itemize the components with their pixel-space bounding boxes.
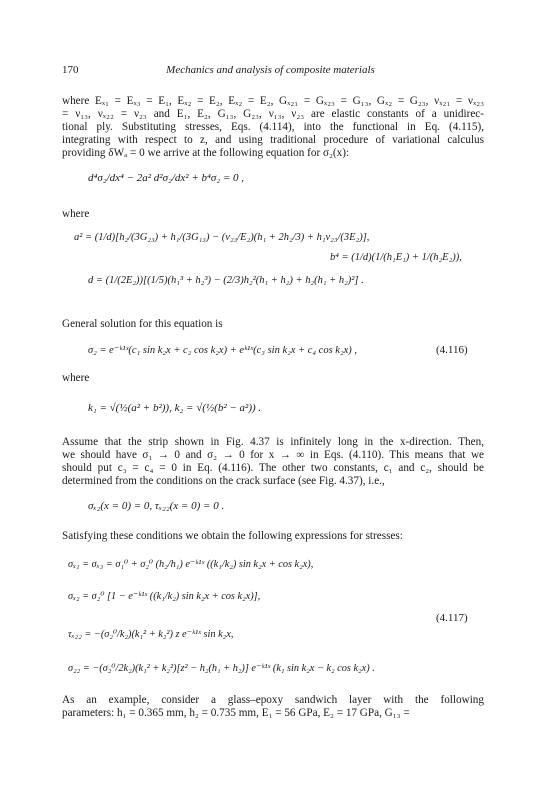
equation-4-117-tau-xz2: τₓ₂₂ = −(σ₂⁰/k₂)(k₁² + k₂²) z e⁻ᵏ¹ˣ sin k₂x, <box>68 629 234 640</box>
text-line: where Eₓ₁ = Eₓ₃ = E₁, Eₓ₂ = E₂, Eₓ₂ = E₂, Gₓ₂₁ = Gₓ₂₃ = G₁₃, Gₓ₂ = G₂₃, νₓ₂₁ = νₓ₂₃ <box>62 95 484 107</box>
paragraph-example <box>62 694 484 720</box>
text-line: tional ply. Substituting stresses, Eqs. (4.114), into the functional in Eq. (4.115), <box>62 121 484 133</box>
equation-k1-k2: k₁ = √(½(a² + b²)), k₂ = √(½(b² − a²)) . <box>88 402 262 414</box>
equation-4-117-sigma-x1: σₓ₁ = σₓ₃ = σ₁⁰ + σ₂⁰ (h₂/h₁) e⁻ᵏ¹ˣ ((k₁/k₂) sin k₂x + cos k₂x), <box>68 559 314 570</box>
equation-number-4-117: (4.117) <box>436 612 468 624</box>
equation-differential: d⁴σ₂/dx⁴ − 2a² d²σ₂/dx² + b⁴σ₂ = 0 , <box>88 172 245 184</box>
paragraph-stress-expressions: Satisfying these conditions we obtain the following expressions for stresses: <box>62 530 403 542</box>
page-number: 170 <box>62 64 79 76</box>
equation-4-117-sigma-z2: σ₂₂ = −(σ₂⁰/2k₂)(k₁² + k₂²)[z² − h₂(h₁ + h₂)] e⁻ᵏ¹ˣ (k₁ sin k₂x − k₂ cos k₂x) . <box>68 663 375 674</box>
where-label: where <box>62 208 90 220</box>
text-line: providing δWₐ = 0 we arrive at the following equation for σ₂(x): <box>62 147 350 159</box>
text-line: As an example, consider a glass–epoxy sandwich layer with the following <box>62 694 484 706</box>
equation-boundary-conditions: σₓ₂(x = 0) = 0, τₓ₂₂(x = 0) = 0 . <box>88 500 225 512</box>
paragraph-strip-assumption <box>62 436 484 488</box>
text-line: determined from the conditions on the crack surface (see Fig. 4.37), i.e., <box>62 475 385 487</box>
equation-b-fourth: b⁴ = (1/d)(1/(h₁E₁) + 1/(h₂E₂)), <box>330 252 462 263</box>
equation-4-117-sigma-x2: σₓ₂ = σ₂⁰ [1 − e⁻ᵏ¹ˣ ((k₁/k₂) sin k₂x + cos k₂x)], <box>68 591 261 602</box>
paragraph-intro <box>62 95 484 160</box>
paragraph-general-solution: General solution for this equation is <box>62 318 223 330</box>
text-line: parameters: h₁ = 0.365 mm, h₂ = 0.735 mm, E₁ = 56 GPa, E₂ = 17 GPa, G₁₃ = <box>62 707 410 719</box>
text-line: Assume that the strip shown in Fig. 4.37 is infinitely long in the x-direction. Then, <box>62 436 484 448</box>
text-line: = ν₁₃, νₓ₂₂ = ν₂₃ and E₁, E₂, G₁₃, G₂₃, ν₁₃, ν₂₃ are elastic constants of a unidirec- <box>62 108 484 120</box>
page-header <box>0 64 541 80</box>
equation-number-4-116: (4.116) <box>436 344 468 356</box>
equation-a-squared: a² = (1/d)[h₂/(3G₂₃) + h₁/(3G₁₃) − (ν₂₃/E₂)(h₁ + 2h₂/3) + h₁ν₂₃/(3E₂)], <box>74 232 370 243</box>
text-line: we should have σ₁ → 0 and σ₂ → 0 for x → ∞ in Eqs. (4.110). This means that we <box>62 449 484 461</box>
where-label: where <box>62 372 90 384</box>
text-line: should put c₃ = c₄ = 0 in Eq. (4.116). The other two constants, c₁ and c₂, should be <box>62 462 484 474</box>
running-title: Mechanics and analysis of composite materials <box>166 64 375 76</box>
text-line: integrating with respect to z, and using traditional procedure of variational calculus <box>62 134 484 146</box>
equation-d: d = (1/(2E₂))[(1/5)(h₁³ + h₂³) − (2/3)h₂²(h₁ + h₂) + h₂(h₁ + h₂)²] . <box>88 275 364 286</box>
equation-4-116: σ₂ = e⁻ᵏ¹ˣ(c₁ sin k₂x + c₂ cos k₂x) + eᵏ¹ˣ(c₃ sin k₂x + c₄ cos k₂x) , <box>88 345 358 356</box>
